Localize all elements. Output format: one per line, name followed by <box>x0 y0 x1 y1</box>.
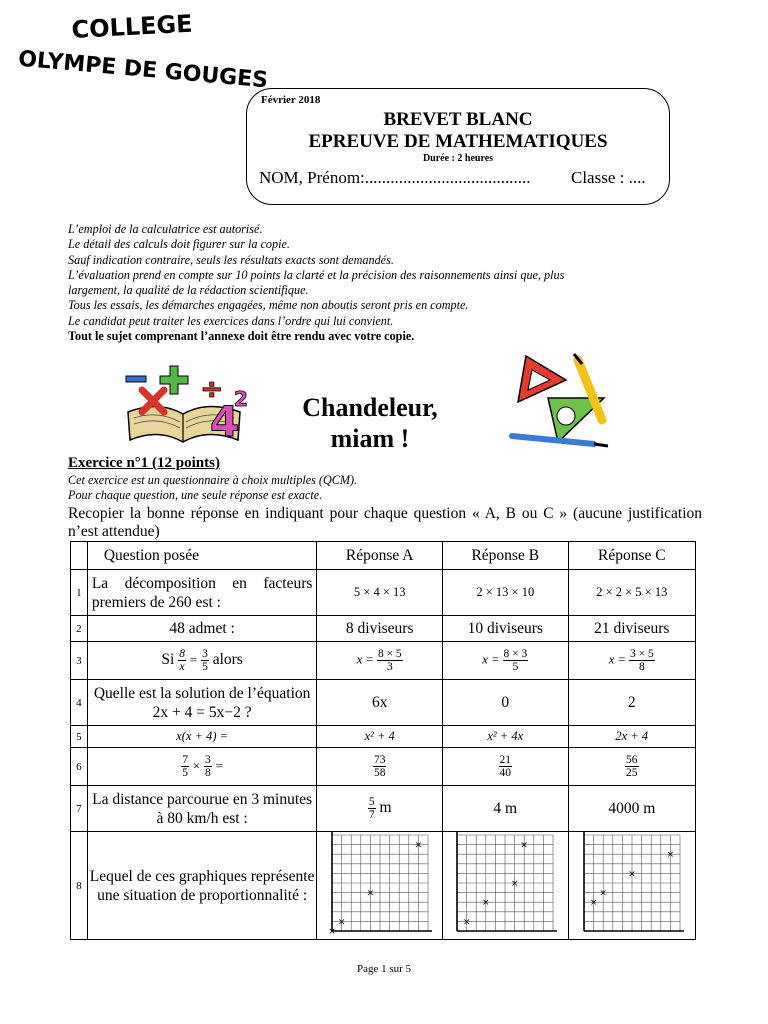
answer-4b: 0 <box>442 680 568 726</box>
instruction-line: largement, la qualité de la rédaction scientifique. <box>68 283 309 298</box>
row-num: 7 <box>71 786 88 832</box>
row-num: 3 <box>71 642 88 680</box>
row-num: 2 <box>71 616 88 642</box>
answer-4c: 2 <box>568 680 695 726</box>
chandeleur-title <box>300 392 440 454</box>
table-row <box>71 832 696 940</box>
question-5: x(x + 4) = <box>87 726 317 748</box>
row-num: 8 <box>71 832 88 940</box>
answer-2a: 8 diviseurs <box>317 616 443 642</box>
instruction-line: Le candidat peut traiter les exercices dans l’ordre qui lui convient. <box>68 313 394 328</box>
exam-title: BREVET BLANC <box>383 109 533 130</box>
times-sign: × <box>192 758 201 774</box>
graph-point: × <box>414 840 422 851</box>
q3-pre: Si <box>161 651 175 669</box>
fraction: $\frac{3 \times 5}{8}$ <box>630 648 654 673</box>
answer-7c: 4000 m <box>568 786 695 832</box>
chandeleur-line2: miam ! <box>330 424 410 453</box>
qcm-table <box>70 541 696 940</box>
header-a: Réponse A <box>317 542 443 570</box>
table-row <box>71 748 696 786</box>
question-8: Lequel de ces graphiques représente une situation de proportionnalité : <box>87 832 317 940</box>
graph-point: × <box>482 897 490 908</box>
row-num: 6 <box>71 748 88 786</box>
answer-5a: x² + 4 <box>317 726 443 748</box>
answer-6a <box>317 748 443 786</box>
instruction-line: L’emploi de la calculatrice est autorisé. <box>68 222 263 236</box>
logo-line1: COLLEGE <box>70 9 194 44</box>
exercise-subtitle <box>68 473 357 503</box>
graph-point: × <box>511 878 519 889</box>
answer-7a: $\frac{5}{7}$ m <box>317 786 443 832</box>
answer-7b: 4 m <box>442 786 568 832</box>
exam-duration: Durée : 2 heures <box>422 153 494 164</box>
graph-a <box>324 835 436 937</box>
answer-1a: 5 × 4 × 13 <box>317 570 443 616</box>
exam-subject: EPREUVE DE MATHEMATIQUES <box>308 131 608 152</box>
fraction: $\frac{73}{58}$ <box>373 754 386 779</box>
answer-5c: 2x + 4 <box>568 726 695 748</box>
graph-point: × <box>366 888 374 899</box>
instruction-bold: Tout le sujet comprenant l’annexe doit être rendu avec votre copie. <box>68 329 415 344</box>
header-num <box>71 542 88 570</box>
q3-post: alors <box>212 651 243 669</box>
table-row <box>71 642 696 680</box>
fraction: $\frac{7}{5}$ <box>182 754 188 779</box>
answer-3a: x = $\frac{8 \times 5}{3}$ <box>317 642 443 680</box>
answer-8b <box>442 832 568 940</box>
graph-point: × <box>599 888 607 899</box>
fraction: $\frac{8 \times 5}{3}$ <box>377 648 402 673</box>
answer-3b: x = $\frac{8 \times 3}{5}$ <box>442 642 568 680</box>
logo-line2: OLYMPE DE GOUGES <box>17 46 269 94</box>
graph-c <box>576 835 688 937</box>
fraction: $\frac{8}{x}$ <box>179 648 185 673</box>
answer-5b: x² + 4x <box>442 726 568 748</box>
answer-4a: 6x <box>317 680 443 726</box>
row-num: 1 <box>71 570 88 616</box>
fraction: $\frac{5}{7}$ <box>368 796 375 821</box>
graph-point: × <box>666 849 674 860</box>
geometry-tools-clipart <box>508 350 616 450</box>
header-c: Réponse C <box>568 542 695 570</box>
math-book-clipart <box>118 362 248 444</box>
graph-b <box>449 835 561 937</box>
exam-date: Février 2018 <box>261 94 321 106</box>
equals-sign: = <box>215 758 224 774</box>
graph-point: × <box>327 926 336 937</box>
answer-8a <box>317 832 443 940</box>
answer-1c: 2 × 2 × 5 × 13 <box>568 570 695 616</box>
answer-6b <box>442 748 568 786</box>
exercise-title: Exercice n°1 (12 points) <box>68 455 220 471</box>
exercise-sub2: Pour chaque question, une seule réponse est exacte. <box>68 488 323 502</box>
fraction: $\frac{56}{25}$ <box>626 754 638 779</box>
question-3: Si $\frac{8}{x}$ = $\frac{3}{5}$ alors <box>87 642 317 680</box>
fraction: $\frac{3}{5}$ <box>202 648 208 673</box>
college-logo <box>14 9 269 94</box>
exercise-instruction: Recopier la bonne réponse en indiquant pour chaque question « A, B ou C » (aucune justification n’est attendue) <box>68 505 702 540</box>
instructions <box>68 222 708 344</box>
graph-axis <box>584 831 684 931</box>
svg-text:4: 4 <box>210 397 240 446</box>
chandeleur-line1: Chandeleur, <box>302 393 438 422</box>
table-row <box>71 726 696 748</box>
exercise-sub1: Cet exercice est un questionnaire à choix multiples (QCM). <box>68 473 358 487</box>
table-header-row <box>71 542 696 570</box>
answer-2c: 21 diviseurs <box>568 616 695 642</box>
question-1: La décomposition en facteurs premiers de 260 est : <box>87 570 317 616</box>
table-row <box>71 616 696 642</box>
row-num: 4 <box>71 680 88 726</box>
svg-text:2: 2 <box>234 387 248 411</box>
page-footer: Page 1 sur 5 <box>356 963 412 975</box>
graph-axis <box>457 831 557 931</box>
name-field: NOM, Prénom:....................................... <box>259 168 531 187</box>
row-num: 5 <box>71 726 88 748</box>
svg-text:÷: ÷ <box>200 372 224 405</box>
table-row <box>71 570 696 616</box>
answer-2b: 10 diviseurs <box>442 616 568 642</box>
header-question: Question posée <box>87 542 317 570</box>
question-4: Quelle est la solution de l’équation 2x + 4 = 5x−2 ? <box>87 680 317 726</box>
question-7: La distance parcourue en 3 minutes à 80 km/h est : <box>87 786 317 832</box>
answer-8c <box>568 832 695 940</box>
answer-3c: x = $\frac{3 \times 5}{8}$ <box>568 642 695 680</box>
answer-6c <box>568 748 695 786</box>
answer-1b: 2 × 13 × 10 <box>442 570 568 616</box>
header-b: Réponse B <box>442 542 568 570</box>
graph-point: × <box>463 916 471 927</box>
instruction-line: Tous les essais, les démarches engagées, même non aboutis seront pris en compte. <box>68 298 469 313</box>
graph-point: × <box>628 868 636 879</box>
question-2: 48 admet : <box>87 616 317 642</box>
question-6 <box>87 748 317 786</box>
header-box <box>246 88 670 205</box>
graph-point: × <box>520 840 529 851</box>
fraction: $\frac{21}{40}$ <box>499 754 512 779</box>
graph-point: × <box>589 897 598 908</box>
table-row <box>71 680 696 726</box>
graph-point: × <box>337 916 346 927</box>
table-row <box>71 786 696 832</box>
instruction-line: L’évaluation prend en compte sur 10 points la clarté et la précision des raisonnements ainsi que, plus <box>68 267 565 282</box>
fraction: $\frac{3}{8}$ <box>205 754 211 779</box>
class-field: Classe : .... <box>571 168 646 187</box>
fraction: $\frac{8 \times 3}{5}$ <box>503 648 528 673</box>
instruction-line: Sauf indication contraire, seuls les résultats exacts sont demandés. <box>68 252 394 267</box>
instruction-line: Le détail des calculs doit figurer sur la copie. <box>68 237 290 252</box>
